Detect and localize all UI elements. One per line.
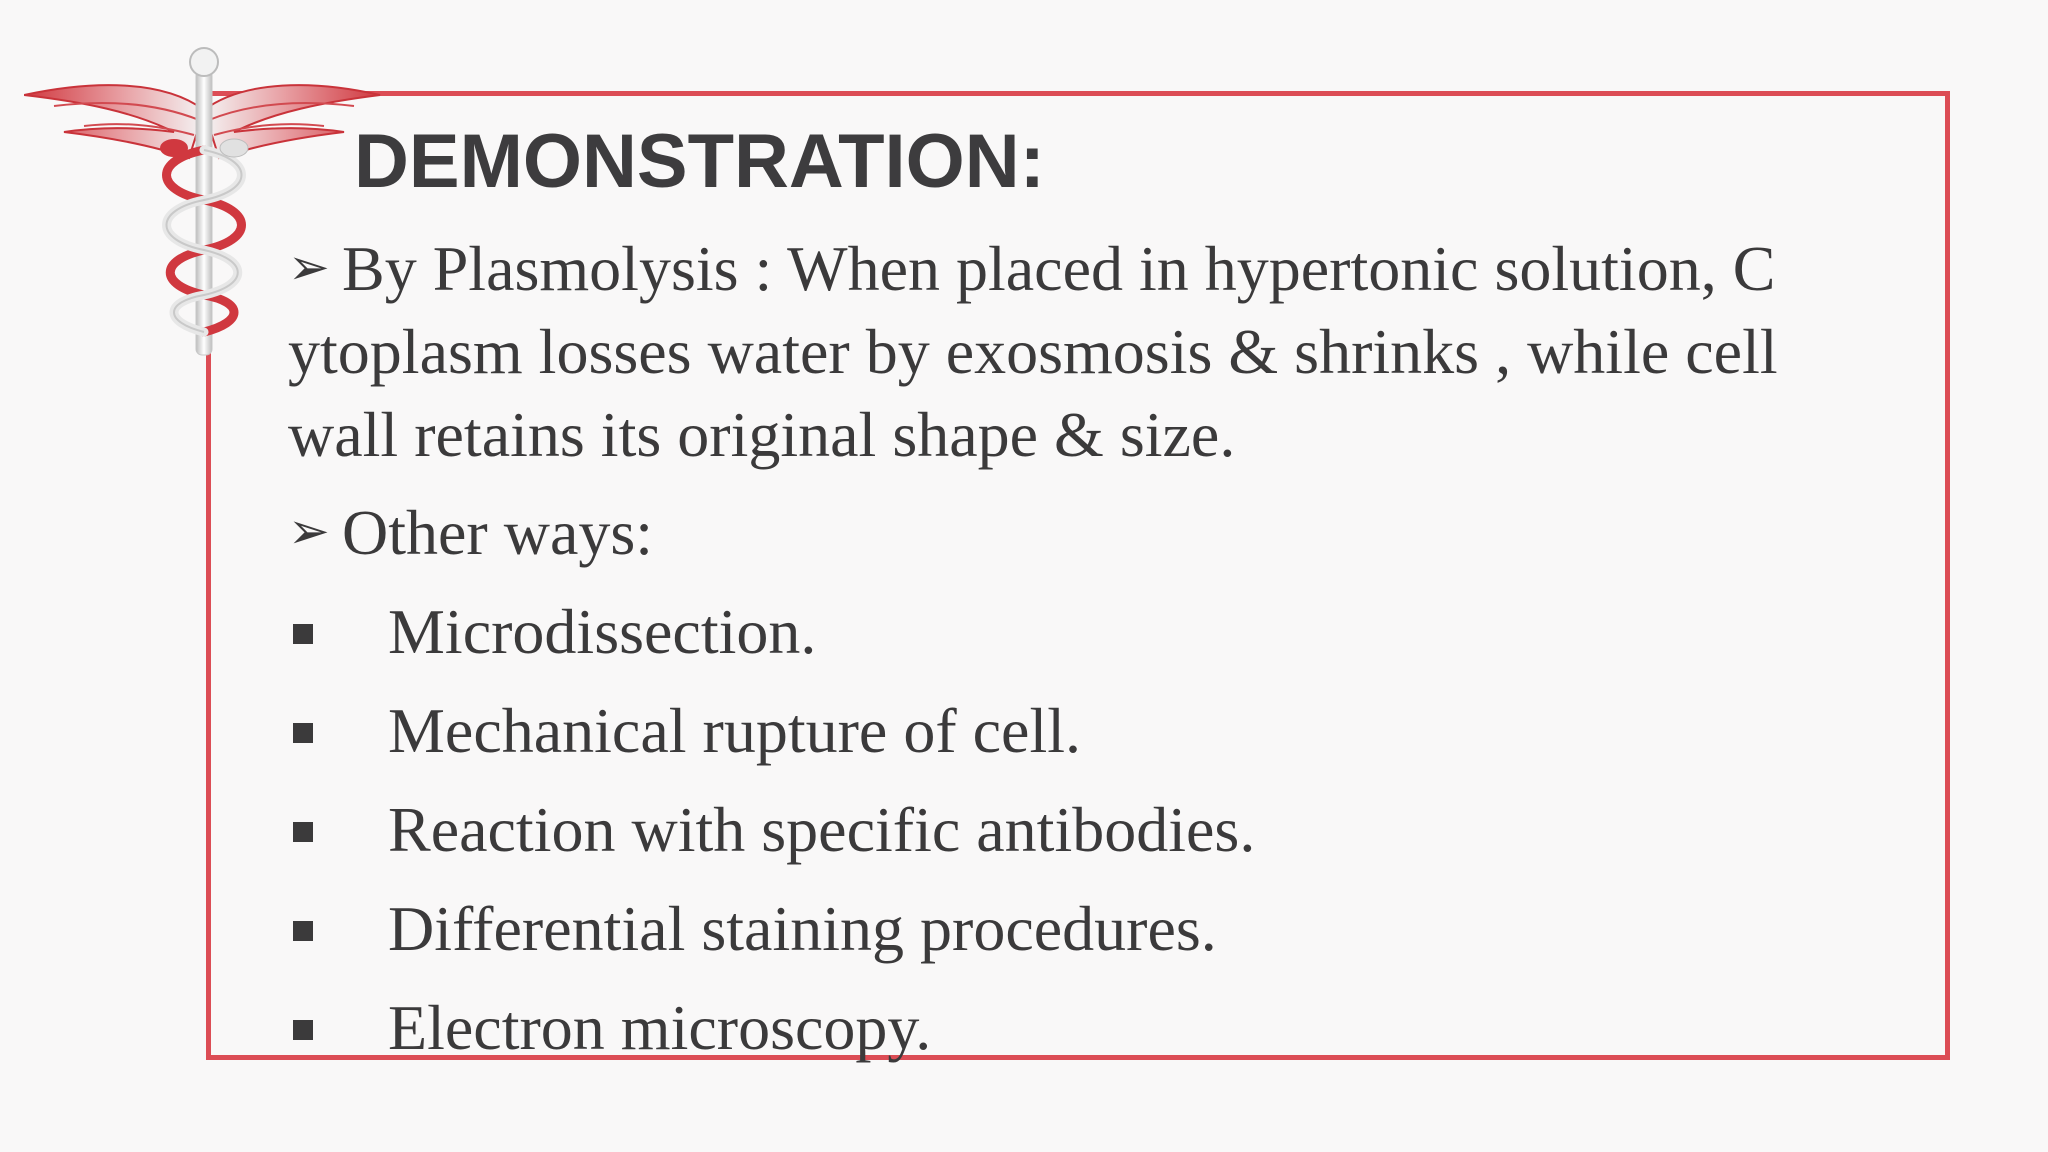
list-item-text: Differential staining procedures. [388, 893, 1217, 964]
plasmolysis-paragraph [288, 226, 1908, 476]
square-bullet-icon [293, 1020, 313, 1040]
list-item-text: Microdissection. [388, 596, 817, 667]
arrow-bullet-icon: ➢ [288, 502, 330, 560]
slide-title: DEMONSTRATION: [354, 119, 1045, 204]
other-ways-label: Other ways: [342, 497, 654, 568]
plasmolysis-line-3: wall retains its original shape & size. [288, 399, 1236, 470]
other-ways-paragraph [288, 490, 1908, 574]
list-item-text: Mechanical rupture of cell. [388, 695, 1081, 766]
plasmolysis-line-1: By Plasmolysis : When placed in hypertonic solution, C [342, 233, 1776, 304]
plasmolysis-line-2: ytoplasm losses water by exosmosis & shrinks , while cell [288, 316, 1778, 387]
square-bullet-icon [293, 822, 313, 842]
arrow-bullet-icon: ➢ [288, 238, 330, 296]
list-item-text: Reaction with specific antibodies. [388, 794, 1256, 865]
list-item-text: Electron microscopy. [388, 992, 932, 1063]
square-bullet-icon [293, 624, 313, 644]
square-bullet-icon [293, 921, 313, 941]
square-bullet-icon [293, 723, 313, 743]
